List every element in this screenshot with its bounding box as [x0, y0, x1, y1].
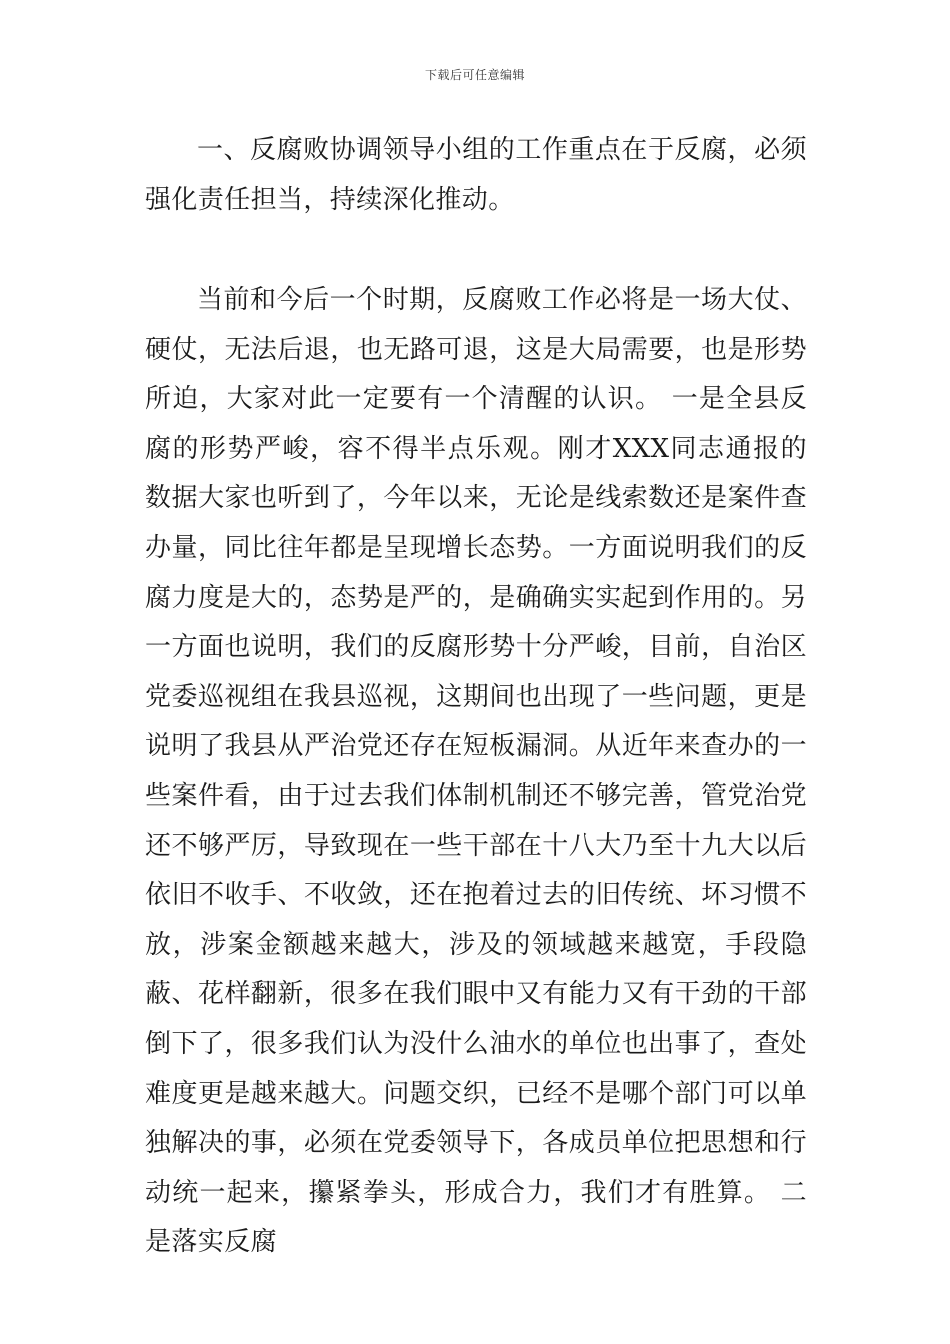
header-note: 下载后可任意编辑 — [424, 68, 525, 82]
paragraph-body: 当前和今后一个时期，反腐败工作必将是一场大仗、硬仗，无法后退，也无路可退，这是大局需要，也是形势所迫，大家对此一定要有一个清醒的认识。 一是全县反腐的形势严峻，容不得半点乐观。刚才XXX同志通报的数据大家也听到了，今年以来，无论是线索数还是案件查办量，同比往年都是呈现增长态势。一方面说明我们的反腐力度是大的，态势是严的，是确确实实起到作用的。另一方面也说明，我们的反腐形势十分严峻，目前，自治区党委巡视组在我县巡视，这期间也出现了一些问题，更是说明了我县从严治党还存在短板漏洞。从近年来查办的一些案件看，由于过去我们体制机制还不够完善，管党治党还不够严厉，导致现在一些干部在十八大乃至十九大以后依旧不收手、不收敛，还在抱着过去的旧传统、坏习惯不放，涉案金额越来越大，涉及的领域越来越宽，手段隐蔽、花样翻新，很多在我们眼中又有能力又有干劲的干部倒下了，很多我们认为没什么油水的单位也出事了，查处难度更是越来越大。问题交织，已经不是哪个部门可以单独解决的事，必须在党委领导下，各成员单位把思想和行动统一起来，攥紧拳头，形成合力，我们才有胜算。 二是落实反腐 — [145, 285, 807, 1258]
paragraph-heading: 一、反腐败协调领导小组的工作重点在于反腐，必须强化责任担当，持续深化推动。 — [145, 135, 807, 215]
